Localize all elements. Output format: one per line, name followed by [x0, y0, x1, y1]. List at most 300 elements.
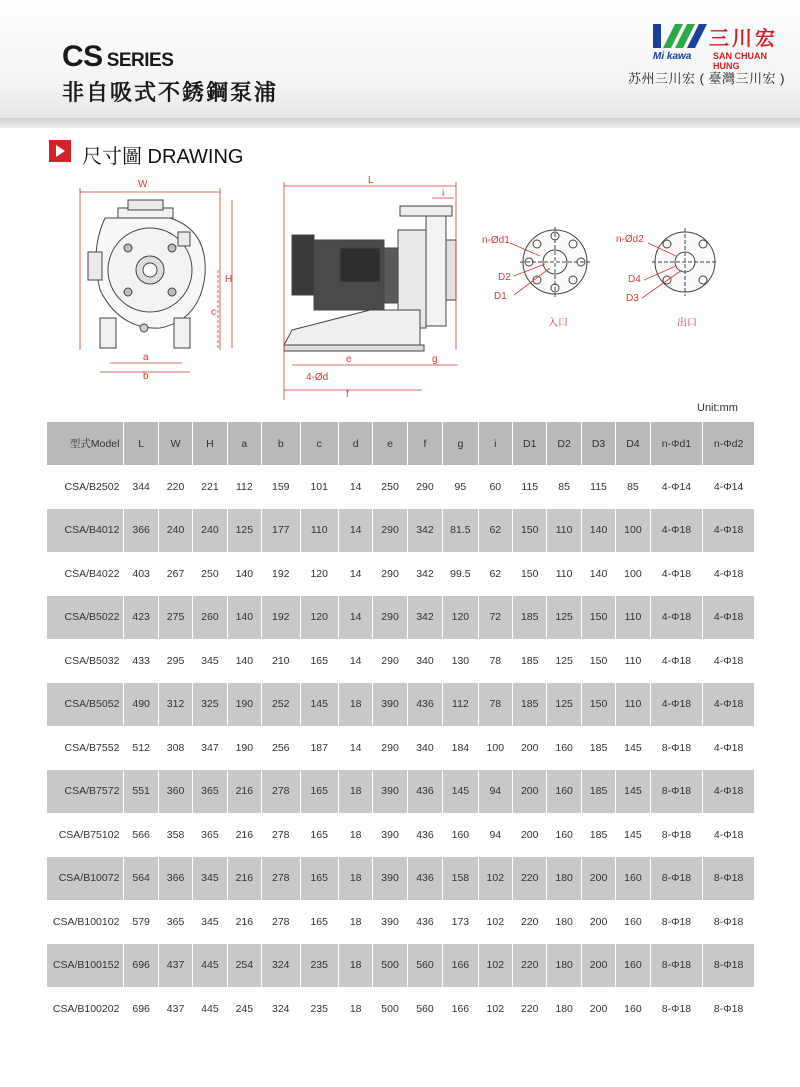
table-cell: 4-Φ18 [650, 683, 703, 727]
table-cell: 4-Φ18 [650, 596, 703, 640]
section-title: 尺寸圖 DRAWING [82, 146, 244, 168]
table-cell: 4-Φ14 [650, 465, 703, 509]
model-cell: CSA/B75102 [47, 813, 124, 857]
table-cell: 140 [227, 639, 261, 683]
table-cell: 160 [547, 770, 581, 814]
column-header: d [338, 422, 372, 465]
column-header: i [478, 422, 512, 465]
table-cell: 187 [300, 726, 338, 770]
table-cell: 4-Φ18 [703, 596, 755, 640]
table-cell: 436 [407, 813, 442, 857]
table-cell: 512 [124, 726, 158, 770]
table-cell: 390 [373, 813, 407, 857]
table-row [47, 726, 755, 770]
table-cell: 500 [373, 987, 407, 1031]
table-cell: 278 [262, 900, 300, 944]
table-cell: 125 [547, 596, 581, 640]
label-D1: D1 [494, 291, 507, 302]
table-cell: 177 [262, 509, 300, 553]
table-cell: 342 [407, 596, 442, 640]
table-cell: 112 [227, 465, 261, 509]
table-cell: 4-Φ18 [703, 509, 755, 553]
table-cell: 551 [124, 770, 158, 814]
table-cell: 579 [124, 900, 158, 944]
table-cell: 278 [262, 857, 300, 901]
label-b: b [143, 371, 149, 382]
table-cell: 436 [407, 900, 442, 944]
logo-brand: Mi kawa [653, 51, 692, 62]
model-cell: CSA/B4022 [47, 552, 124, 596]
company-name: 苏州三川宏 ( 臺灣三川宏 ) [628, 71, 785, 86]
table-cell: 366 [158, 857, 192, 901]
table-cell: 140 [581, 509, 615, 553]
table-cell: 290 [407, 465, 442, 509]
play-arrow-icon [49, 140, 71, 162]
pump-side-view [284, 206, 456, 351]
label-e: e [346, 354, 352, 365]
table-cell: 308 [158, 726, 192, 770]
column-header: g [443, 422, 478, 465]
table-cell: 250 [373, 465, 407, 509]
table-cell: 221 [193, 465, 227, 509]
column-header: 型式Model [47, 422, 124, 465]
table-cell: 200 [581, 857, 615, 901]
table-cell: 200 [581, 900, 615, 944]
label-f: f [346, 389, 349, 400]
table-cell: 254 [227, 944, 261, 988]
table-cell: 192 [262, 596, 300, 640]
table-cell: 110 [547, 509, 581, 553]
table-cell: 560 [407, 944, 442, 988]
table-cell: 216 [227, 813, 261, 857]
table-cell: 290 [373, 596, 407, 640]
table-cell: 278 [262, 770, 300, 814]
table-cell: 240 [158, 509, 192, 553]
table-cell: 345 [193, 639, 227, 683]
table-cell: 160 [547, 726, 581, 770]
table-cell: 365 [193, 813, 227, 857]
table-cell: 245 [227, 987, 261, 1031]
table-row [47, 509, 755, 553]
table-cell: 200 [581, 944, 615, 988]
table-row [47, 596, 755, 640]
table-cell: 295 [158, 639, 192, 683]
table-cell: 290 [373, 639, 407, 683]
table-cell: 344 [124, 465, 158, 509]
table-cell: 165 [300, 900, 338, 944]
table-cell: 278 [262, 813, 300, 857]
column-header: D1 [513, 422, 547, 465]
model-cell: CSA/B100202 [47, 987, 124, 1031]
table-cell: 140 [581, 552, 615, 596]
table-cell: 72 [478, 596, 512, 640]
table-cell: 160 [616, 857, 650, 901]
table-cell: 564 [124, 857, 158, 901]
table-cell: 102 [478, 857, 512, 901]
table-cell: 18 [338, 683, 372, 727]
table-cell: 390 [373, 900, 407, 944]
table-cell: 110 [616, 596, 650, 640]
column-header: n-Φd1 [650, 422, 703, 465]
table-cell: 200 [581, 987, 615, 1031]
column-header: n-Φd2 [703, 422, 755, 465]
unit-label: Unit:mm [697, 402, 738, 414]
model-cell: CSA/B10072 [47, 857, 124, 901]
table-cell: 250 [193, 552, 227, 596]
table-cell: 145 [300, 683, 338, 727]
table-cell: 14 [338, 509, 372, 553]
table-cell: 115 [581, 465, 615, 509]
logo-mark-icon [653, 22, 709, 50]
table-cell: 4-Φ18 [650, 509, 703, 553]
table-cell: 18 [338, 770, 372, 814]
table-cell: 8-Φ18 [703, 944, 755, 988]
table-cell: 140 [227, 552, 261, 596]
column-header: f [407, 422, 442, 465]
model-cell: CSA/B5052 [47, 683, 124, 727]
table-cell: 130 [443, 639, 478, 683]
label-i: i [442, 188, 445, 199]
table-cell: 8-Φ18 [703, 987, 755, 1031]
table-cell: 185 [581, 770, 615, 814]
table-cell: 180 [547, 857, 581, 901]
table-cell: 200 [513, 813, 547, 857]
table-cell: 8-Φ18 [703, 900, 755, 944]
table-cell: 216 [227, 857, 261, 901]
table-cell: 4-Φ18 [650, 639, 703, 683]
table-cell: 150 [513, 509, 547, 553]
label-D2: D2 [498, 272, 511, 283]
table-cell: 85 [547, 465, 581, 509]
table-cell: 4-Φ18 [650, 552, 703, 596]
table-cell: 4-Φ18 [703, 726, 755, 770]
table-cell: 220 [513, 987, 547, 1031]
table-cell: 390 [373, 857, 407, 901]
table-cell: 120 [300, 552, 338, 596]
table-cell: 160 [616, 987, 650, 1031]
table-cell: 18 [338, 944, 372, 988]
table-cell: 8-Φ18 [650, 813, 703, 857]
table-cell: 324 [262, 987, 300, 1031]
table-cell: 200 [513, 770, 547, 814]
table-cell: 120 [443, 596, 478, 640]
table-cell: 290 [373, 509, 407, 553]
table-cell: 125 [547, 683, 581, 727]
table-cell: 165 [300, 813, 338, 857]
label-a: a [143, 352, 149, 363]
table-cell: 180 [547, 944, 581, 988]
table-cell: 365 [193, 770, 227, 814]
table-cell: 4-Φ18 [703, 683, 755, 727]
table-cell: 436 [407, 770, 442, 814]
model-cell: CSA/B100152 [47, 944, 124, 988]
table-cell: 210 [262, 639, 300, 683]
table-cell: 145 [616, 770, 650, 814]
column-header: c [300, 422, 338, 465]
label-D3: D3 [626, 293, 639, 304]
table-cell: 145 [616, 813, 650, 857]
table-cell: 403 [124, 552, 158, 596]
table-cell: 18 [338, 857, 372, 901]
label-g: g [432, 354, 438, 365]
table-cell: 290 [373, 726, 407, 770]
table-cell: 560 [407, 987, 442, 1031]
table-row [47, 465, 755, 509]
table-cell: 165 [300, 857, 338, 901]
table-cell: 94 [478, 770, 512, 814]
table-cell: 192 [262, 552, 300, 596]
table-cell: 158 [443, 857, 478, 901]
table-cell: 342 [407, 552, 442, 596]
logo-english-name: SAN CHUAN HUNG [713, 51, 767, 71]
label-L: L [368, 175, 374, 186]
table-row [47, 987, 755, 1031]
table-cell: 14 [338, 726, 372, 770]
column-header: b [262, 422, 300, 465]
table-cell: 696 [124, 987, 158, 1031]
table-cell: 125 [227, 509, 261, 553]
table-cell: 437 [158, 944, 192, 988]
table-cell: 696 [124, 944, 158, 988]
table-cell: 102 [478, 900, 512, 944]
table-cell: 110 [616, 639, 650, 683]
table-cell: 220 [158, 465, 192, 509]
table-cell: 185 [513, 639, 547, 683]
outlet-flange [652, 228, 718, 296]
table-cell: 115 [513, 465, 547, 509]
column-header: L [124, 422, 158, 465]
table-row [47, 683, 755, 727]
table-cell: 180 [547, 900, 581, 944]
table-cell: 490 [124, 683, 158, 727]
table-cell: 8-Φ18 [650, 770, 703, 814]
table-cell: 390 [373, 770, 407, 814]
table-cell: 78 [478, 683, 512, 727]
table-cell: 4-Φ18 [703, 813, 755, 857]
table-cell: 423 [124, 596, 158, 640]
model-cell: CSA/B100102 [47, 900, 124, 944]
table-cell: 324 [262, 944, 300, 988]
label-inlet: 入口 [548, 318, 568, 329]
table-cell: 190 [227, 726, 261, 770]
model-cell: CSA/B7552 [47, 726, 124, 770]
table-cell: 165 [300, 639, 338, 683]
table-cell: 110 [300, 509, 338, 553]
table-cell: 8-Φ18 [650, 857, 703, 901]
table-cell: 235 [300, 987, 338, 1031]
table-cell: 150 [581, 596, 615, 640]
table-cell: 437 [158, 987, 192, 1031]
table-cell: 252 [262, 683, 300, 727]
table-cell: 125 [547, 639, 581, 683]
table-cell: 290 [373, 552, 407, 596]
table-cell: 150 [513, 552, 547, 596]
table-cell: 185 [513, 683, 547, 727]
table-cell: 101 [300, 465, 338, 509]
table-cell: 566 [124, 813, 158, 857]
table-cell: 110 [616, 683, 650, 727]
table-cell: 8-Φ18 [650, 944, 703, 988]
table-cell: 445 [193, 987, 227, 1031]
table-cell: 365 [158, 900, 192, 944]
label-n-d2: n-Ød2 [616, 234, 644, 245]
table-cell: 8-Φ18 [703, 857, 755, 901]
table-cell: 160 [547, 813, 581, 857]
model-cell: CSA/B4012 [47, 509, 124, 553]
logo-chinese-name: 三川宏 [709, 28, 778, 50]
company-logo [653, 22, 793, 71]
table-cell: 390 [373, 683, 407, 727]
column-header: a [227, 422, 261, 465]
table-cell: 60 [478, 465, 512, 509]
table-cell: 360 [158, 770, 192, 814]
table-cell: 185 [513, 596, 547, 640]
dimension-drawing [70, 170, 760, 400]
table-cell: 100 [616, 552, 650, 596]
table-cell: 256 [262, 726, 300, 770]
table-cell: 445 [193, 944, 227, 988]
table-cell: 14 [338, 639, 372, 683]
table-cell: 160 [616, 900, 650, 944]
table-cell: 345 [193, 857, 227, 901]
table-cell: 4-Φ18 [703, 552, 755, 596]
table-cell: 150 [581, 639, 615, 683]
header-stripe [0, 118, 800, 128]
table-cell: 95 [443, 465, 478, 509]
model-cell: CSA/B5022 [47, 596, 124, 640]
table-header-row [47, 422, 755, 465]
table-cell: 81.5 [443, 509, 478, 553]
table-cell: 94 [478, 813, 512, 857]
table-cell: 14 [338, 596, 372, 640]
column-header: e [373, 422, 407, 465]
table-row [47, 857, 755, 901]
model-cell: CSA/B2502 [47, 465, 124, 509]
table-cell: 235 [300, 944, 338, 988]
table-cell: 100 [616, 509, 650, 553]
table-cell: 185 [581, 813, 615, 857]
table-cell: 275 [158, 596, 192, 640]
label-D4: D4 [628, 274, 641, 285]
column-header: D3 [581, 422, 615, 465]
table-cell: 216 [227, 900, 261, 944]
table-cell: 18 [338, 900, 372, 944]
table-cell: 4-Φ18 [703, 770, 755, 814]
column-header: H [193, 422, 227, 465]
table-cell: 366 [124, 509, 158, 553]
table-cell: 100 [478, 726, 512, 770]
column-header: D2 [547, 422, 581, 465]
table-cell: 433 [124, 639, 158, 683]
table-cell: 112 [443, 683, 478, 727]
table-row [47, 552, 755, 596]
table-cell: 160 [616, 944, 650, 988]
pump-front-view [88, 200, 205, 348]
table-cell: 325 [193, 683, 227, 727]
table-cell: 102 [478, 944, 512, 988]
inlet-flange [520, 227, 590, 297]
label-4-d: 4-Ød [306, 372, 329, 383]
table-cell: 14 [338, 552, 372, 596]
table-cell: 240 [193, 509, 227, 553]
table-cell: 145 [443, 770, 478, 814]
table-cell: 436 [407, 683, 442, 727]
table-cell: 267 [158, 552, 192, 596]
table-cell: 8-Φ18 [650, 726, 703, 770]
column-header: W [158, 422, 192, 465]
table-cell: 102 [478, 987, 512, 1031]
table-cell: 145 [616, 726, 650, 770]
table-cell: 110 [547, 552, 581, 596]
table-cell: 140 [227, 596, 261, 640]
table-cell: 340 [407, 639, 442, 683]
table-cell: 4-Φ14 [703, 465, 755, 509]
table-cell: 220 [513, 900, 547, 944]
table-cell: 150 [581, 683, 615, 727]
table-cell: 216 [227, 770, 261, 814]
table-cell: 347 [193, 726, 227, 770]
table-cell: 173 [443, 900, 478, 944]
model-cell: CSA/B7572 [47, 770, 124, 814]
label-H: H [225, 274, 233, 285]
column-header: D4 [616, 422, 650, 465]
table-cell: 18 [338, 987, 372, 1031]
table-cell: 358 [158, 813, 192, 857]
table-cell: 160 [443, 813, 478, 857]
table-cell: 340 [407, 726, 442, 770]
table-row [47, 813, 755, 857]
table-cell: 345 [193, 900, 227, 944]
table-row [47, 639, 755, 683]
table-cell: 18 [338, 813, 372, 857]
table-cell: 85 [616, 465, 650, 509]
table-cell: 62 [478, 552, 512, 596]
series-title: CS SERIES [62, 40, 174, 73]
dimension-table [47, 422, 755, 1031]
table-cell: 165 [300, 770, 338, 814]
table-cell: 14 [338, 465, 372, 509]
table-cell: 190 [227, 683, 261, 727]
table-row [47, 770, 755, 814]
table-cell: 184 [443, 726, 478, 770]
label-c: c [211, 307, 216, 318]
table-cell: 8-Φ18 [650, 900, 703, 944]
table-cell: 180 [547, 987, 581, 1031]
table-cell: 260 [193, 596, 227, 640]
table-row [47, 900, 755, 944]
table-cell: 8-Φ18 [650, 987, 703, 1031]
table-cell: 342 [407, 509, 442, 553]
table-row [47, 944, 755, 988]
table-cell: 166 [443, 944, 478, 988]
series-subtitle: 非自吸式不銹鋼泵浦 [62, 80, 279, 105]
label-outlet: 出口 [677, 318, 697, 329]
table-cell: 4-Φ18 [703, 639, 755, 683]
table-cell: 159 [262, 465, 300, 509]
table-cell: 99.5 [443, 552, 478, 596]
table-cell: 78 [478, 639, 512, 683]
table-cell: 62 [478, 509, 512, 553]
model-cell: CSA/B5032 [47, 639, 124, 683]
label-W: W [138, 179, 148, 190]
table-cell: 220 [513, 857, 547, 901]
table-cell: 500 [373, 944, 407, 988]
table-cell: 166 [443, 987, 478, 1031]
table-cell: 220 [513, 944, 547, 988]
table-cell: 200 [513, 726, 547, 770]
table-cell: 185 [581, 726, 615, 770]
table-cell: 312 [158, 683, 192, 727]
